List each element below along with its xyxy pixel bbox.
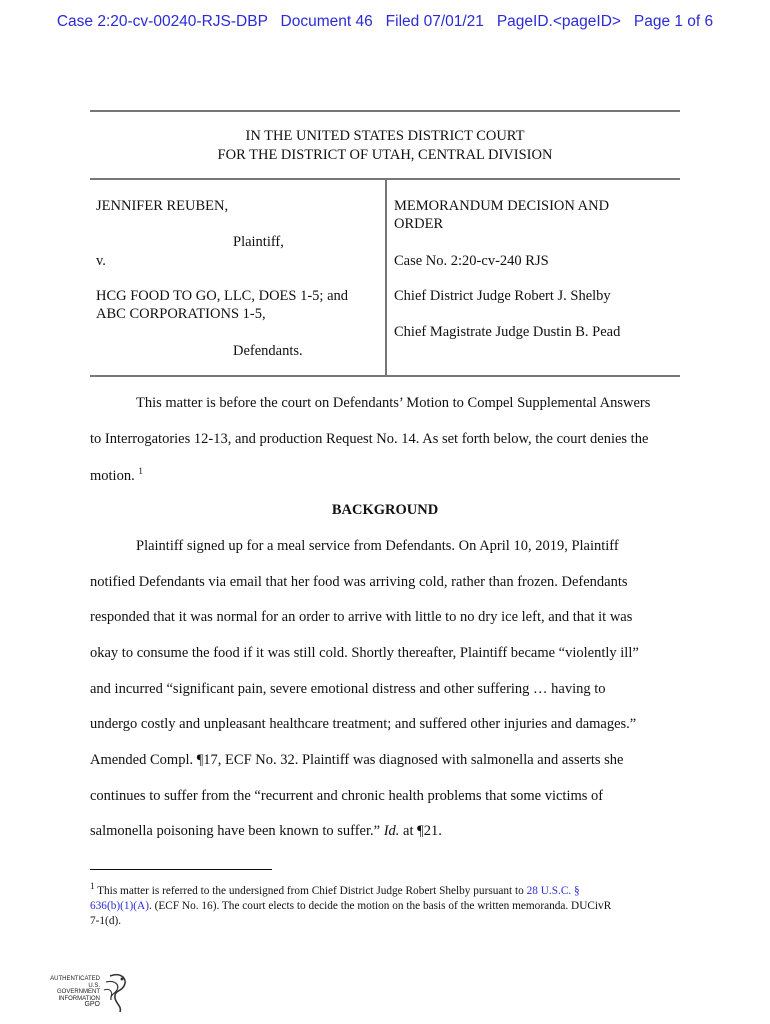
background-line-1: Plaintiff signed up for a meal service from Defendants. On April 10, 2019, Plaintiff (136, 538, 619, 554)
plaintiff-label: Plaintiff, (233, 234, 284, 250)
defendants-label: Defendants. (233, 343, 303, 359)
footnote-line-3: 7-1(d). (90, 914, 122, 927)
page-number: Page 1 of 6 (633, 13, 714, 30)
defendants-line-2: ABC CORPORATIONS 1-5, (96, 306, 266, 322)
background-line-9-end: at ¶21. (399, 823, 442, 839)
top-rule (90, 110, 680, 112)
footnote-number: 1 (90, 881, 95, 891)
caption-divider (385, 179, 387, 375)
court-heading (90, 127, 680, 165)
intro-line-2: to Interrogatories 12-13, and production Request No. 14. As set forth below, the court denies the (90, 431, 649, 447)
intro-line-3-text: motion. (90, 467, 135, 484)
footnote-text-b: . (ECF No. 16). The court elects to decide the motion on the basis of the written memoranda. DUCivR (148, 899, 612, 912)
background-line-8: continues to suffer from the “recurrent and chronic health problems that some victims of (90, 788, 604, 804)
background-line-2: notified Defendants via email that her food was arriving cold, rather than frozen. Defendants (90, 574, 628, 590)
caption-bottom-rule (90, 375, 680, 377)
background-heading: BACKGROUND (331, 502, 439, 518)
footnote-separator (90, 869, 272, 870)
footnote-text-a: This matter is referred to the undersigned from Chief District Judge Robert Shelby pursuant to (97, 884, 527, 897)
filing-header (0, 13, 770, 31)
background-line-7: Amended Compl. ¶17, ECF No. 32. Plaintiff was diagnosed with salmonella and asserts she (90, 752, 624, 768)
seal-line-2: U.S. GOVERNMENT (56, 982, 100, 995)
magistrate-judge: Chief Magistrate Judge Dustin B. Pead (394, 324, 621, 340)
background-line-9 (90, 823, 442, 840)
gpo-seal-text (44, 976, 100, 1009)
intro-line-3 (90, 466, 143, 485)
case-number: Case 2:20-cv-00240-RJS-DBP (56, 13, 268, 30)
seal-line-1: AUTHENTICATED (50, 976, 100, 982)
footnote (90, 879, 690, 929)
background-line-5: and incurred “significant pain, severe emotional distress and other suffering … having to (90, 681, 606, 697)
versus: v. (96, 253, 106, 269)
background-line-9-start: salmonella poisoning have been known to suffer.” (90, 823, 384, 839)
case-no: Case No. 2:20-cv-240 RJS (394, 253, 549, 269)
footnote-line-2 (90, 899, 690, 914)
seal-line-3: INFORMATION (58, 995, 100, 1002)
filed-date: Filed 07/01/21 (385, 13, 484, 30)
intro-line-1: This matter is before the court on Defendants’ Motion to Compel Supplemental Answers (136, 395, 651, 411)
seal-line-4: GPO (84, 1001, 100, 1008)
court-line-2: FOR THE DISTRICT OF UTAH, CENTRAL DIVISION (217, 147, 553, 163)
eagle-icon (100, 972, 130, 1014)
gpo-authentication-seal (44, 972, 134, 1014)
usc-link-part-2[interactable]: 636(b)(1)(A) (90, 899, 149, 912)
defendants-line-1: HCG FOOD TO GO, LLC, DOES 1-5; and (96, 288, 349, 304)
page-id: PageID.<pageID> (496, 13, 621, 30)
plaintiff-name: JENNIFER REUBEN, (96, 198, 229, 214)
court-line-1: IN THE UNITED STATES DISTRICT COURT (245, 128, 525, 144)
document-number: Document 46 (280, 13, 373, 30)
background-line-3: responded that it was normal for an order to arrive with little to no dry ice left, and that it was (90, 609, 633, 625)
district-judge: Chief District Judge Robert J. Shelby (394, 288, 611, 304)
footnote-line-1 (90, 879, 690, 899)
id-citation: Id. (383, 823, 400, 839)
background-line-6: undergo costly and unpleasant healthcare treatment; and suffered other injuries and damages.” (90, 716, 637, 732)
background-line-4: okay to consume the food if it was still cold. Shortly thereafter, Plaintiff became “violently ill” (90, 645, 639, 661)
document-title-line-2: ORDER (394, 216, 444, 232)
document-title-line-1: MEMORANDUM DECISION AND (394, 198, 610, 214)
footnote-ref[interactable]: 1 (138, 466, 143, 476)
usc-link-part-1[interactable]: 28 U.S.C. § (526, 884, 580, 897)
